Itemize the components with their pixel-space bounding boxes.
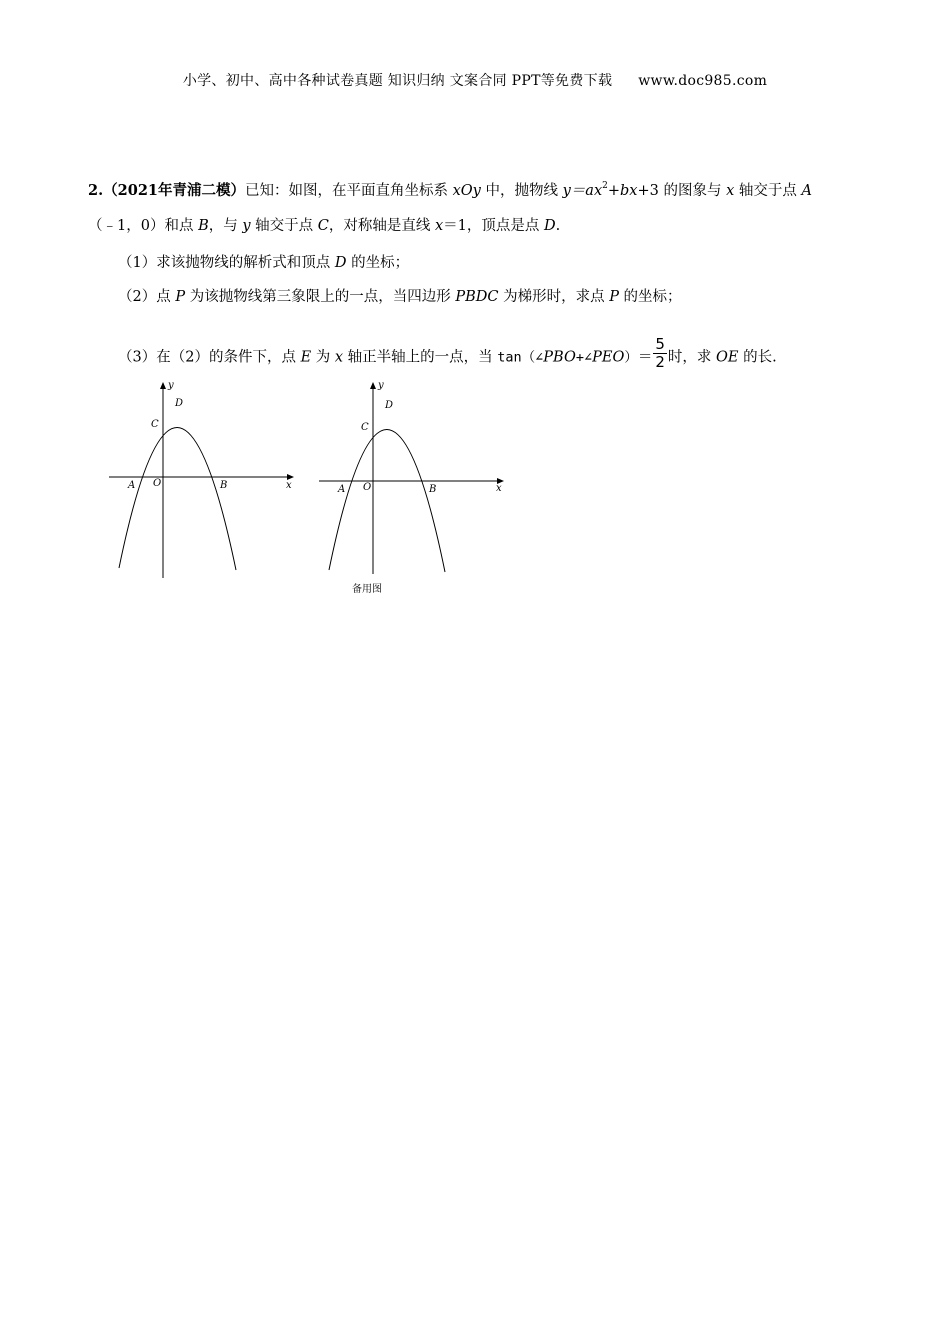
parabola-figure-1 (105, 378, 305, 588)
question-source: （2021年青浦二模） (103, 182, 245, 199)
label-A: A (338, 484, 346, 495)
label-x: x (496, 483, 502, 494)
header-text: 小学、初中、高中各种试卷真题 知识归纳 文案合同 PPT等免费下载 (182, 73, 613, 89)
parabola-curve (119, 427, 236, 570)
question-part-3: （3）在（2）的条件下，点 E 为 x 轴正半轴上的一点，当 tan（∠PBO+∠PEO）＝ $\frac{5}{2}$ 时，求 OE 的长. (118, 335, 777, 371)
label-x: x (286, 480, 292, 491)
question-part-2: （2）点 P 为该抛物线第三象限上的一点，当四边形 PBDC 为梯形时，求点 P 的坐标； (118, 289, 682, 305)
label-B: B (220, 480, 228, 491)
figure-caption: 备用图 (352, 584, 382, 595)
label-y: y (378, 380, 384, 391)
label-y: y (168, 380, 174, 391)
fraction: $\frac{5}{2}$ (655, 335, 665, 371)
parabola-curve (329, 429, 445, 572)
page-header (0, 70, 950, 90)
label-O: O (153, 478, 162, 489)
label-C: C (151, 419, 159, 430)
question-number: 2. (88, 182, 104, 199)
label-A: A (128, 480, 136, 491)
label-B: B (429, 484, 437, 495)
question-line-1: 2.（2021年青浦二模）已知：如图，在平面直角坐标系 xOy 中，抛物线 $y=ax^2+bx+3$ 的图象与 x 轴交于点 A (88, 181, 812, 199)
question-line-2: （﹣1，0）和点 B，与 y 轴交于点 C，对称轴是直线 x＝1，顶点是点 D. (88, 218, 561, 234)
label-D: D (175, 398, 184, 409)
header-url[interactable]: www.doc985.com (638, 73, 768, 89)
parabola-figure-2 (315, 378, 515, 588)
question-part-1: （1）求该抛物线的解析式和顶点 D 的坐标； (118, 255, 410, 271)
label-C: C (361, 422, 369, 433)
label-O: O (363, 482, 372, 493)
label-D: D (385, 400, 394, 411)
